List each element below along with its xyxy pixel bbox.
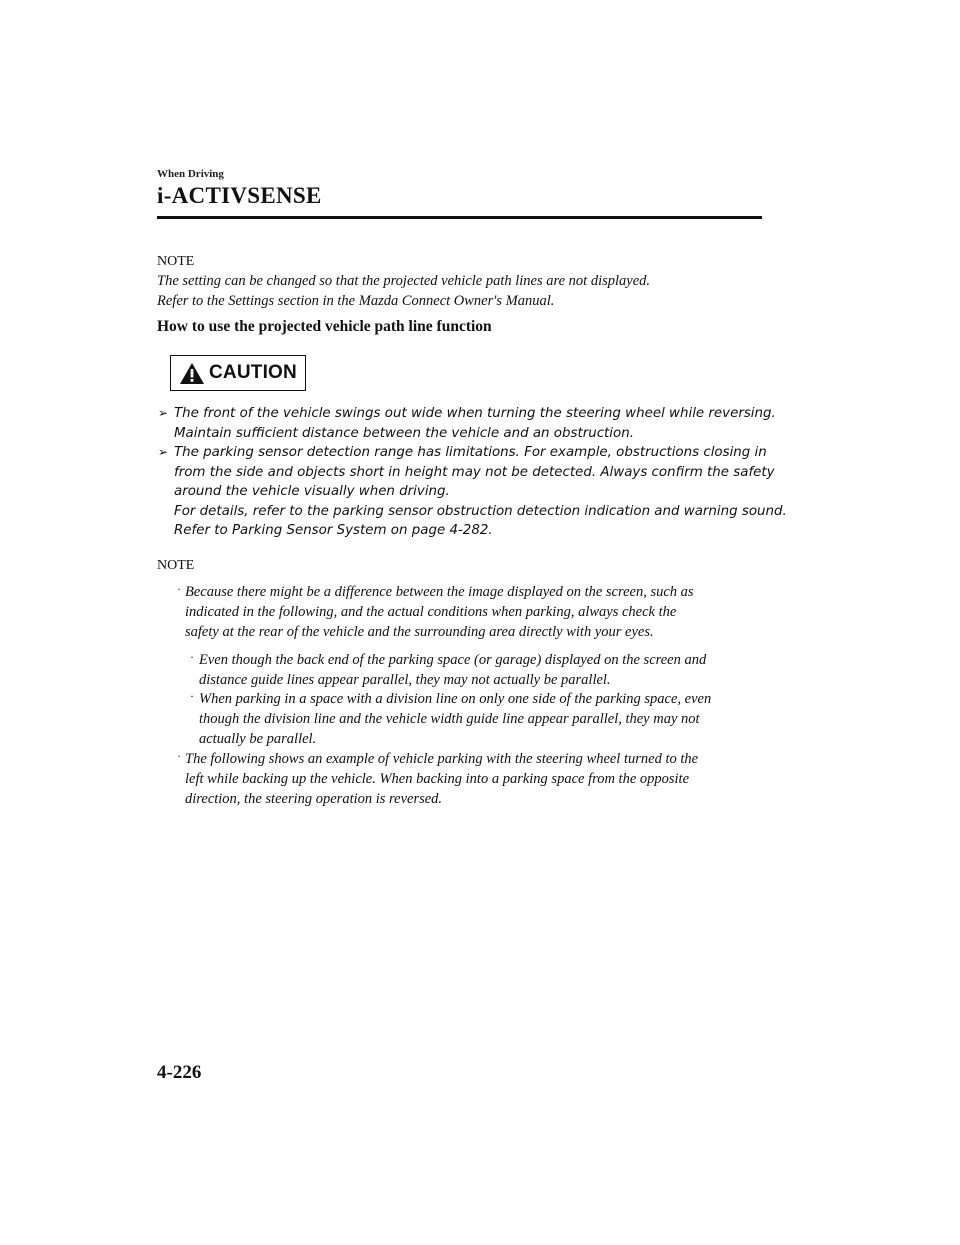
- section-subheading: How to use the projected vehicle path line function: [157, 318, 492, 335]
- note-bullet-line: direction, the steering operation is reversed.: [185, 791, 443, 807]
- arrow-bullet-icon: ➢: [158, 445, 169, 459]
- caution-text-line: The front of the vehicle swings out wide when turning the steering wheel while reversing.: [174, 406, 776, 421]
- note-bullet-line: indicated in the following, and the actual conditions when parking, always check the: [185, 604, 677, 620]
- caution-text-line: Refer to Parking Sensor System on page 4-282.: [174, 523, 493, 538]
- note-bullet-line: Because there might be a difference between the image displayed on the screen, such as: [185, 584, 694, 600]
- note-bullet-line: left while backing up the vehicle. When backing into a parking space from the opposite: [185, 771, 690, 787]
- warning-triangle-icon: [179, 362, 205, 385]
- caution-text-line: For details, refer to the parking sensor obstruction detection indication and warning sound.: [174, 503, 787, 519]
- note-bullet-line: safety at the rear of the vehicle and the surrounding area directly with your eyes.: [185, 624, 654, 640]
- caution-text-line: around the vehicle visually when driving.: [174, 484, 450, 499]
- caution-label: CAUTION: [209, 362, 297, 383]
- caution-item: [158, 404, 776, 443]
- note-bullet-line: The following shows an example of vehicle parking with the steering wheel turned to the: [185, 751, 699, 767]
- note-subbullet-line: actually be parallel.: [199, 731, 317, 747]
- note-subbullet-line: When parking in a space with a division line on only one side of the parking space, even: [199, 691, 712, 707]
- note-text-line: The setting can be changed so that the projected vehicle path lines are not displayed.: [157, 273, 651, 289]
- bullet-dot-icon: ·: [190, 650, 194, 664]
- section-label: When Driving: [157, 168, 224, 180]
- page-number: 4-226: [157, 1062, 202, 1083]
- caution-item: [158, 443, 787, 541]
- caution-text-line: The parking sensor detection range has limitations. For example, obstructions closing in: [174, 445, 767, 460]
- caution-text-line: Maintain sufficient distance between the vehicle and an obstruction.: [174, 425, 634, 441]
- bullet-dot-icon: ·: [177, 582, 181, 596]
- bullet-dot-icon: ·: [177, 749, 181, 763]
- header-divider: [157, 216, 762, 219]
- arrow-bullet-icon: ➢: [158, 406, 169, 420]
- note-subbullet-line: though the division line and the vehicle width guide line appear parallel, they may not: [199, 711, 700, 727]
- caution-text-line: from the side and objects short in height may not be detected. Always confirm the safety: [174, 464, 775, 480]
- bullet-dot-icon: ·: [190, 689, 194, 703]
- note-label: NOTE: [157, 254, 195, 269]
- note-subbullet-line: distance guide lines appear parallel, they may not actually be parallel.: [199, 672, 611, 688]
- note-subbullet-line: Even though the back end of the parking space (or garage) displayed on the screen and: [199, 652, 707, 668]
- note-text-line: Refer to the Settings section in the Mazda Connect Owner's Manual.: [157, 293, 555, 309]
- caution-box: [170, 355, 306, 391]
- chapter-title: i-ACTIVSENSE: [157, 183, 322, 208]
- note-label: NOTE: [157, 558, 195, 573]
